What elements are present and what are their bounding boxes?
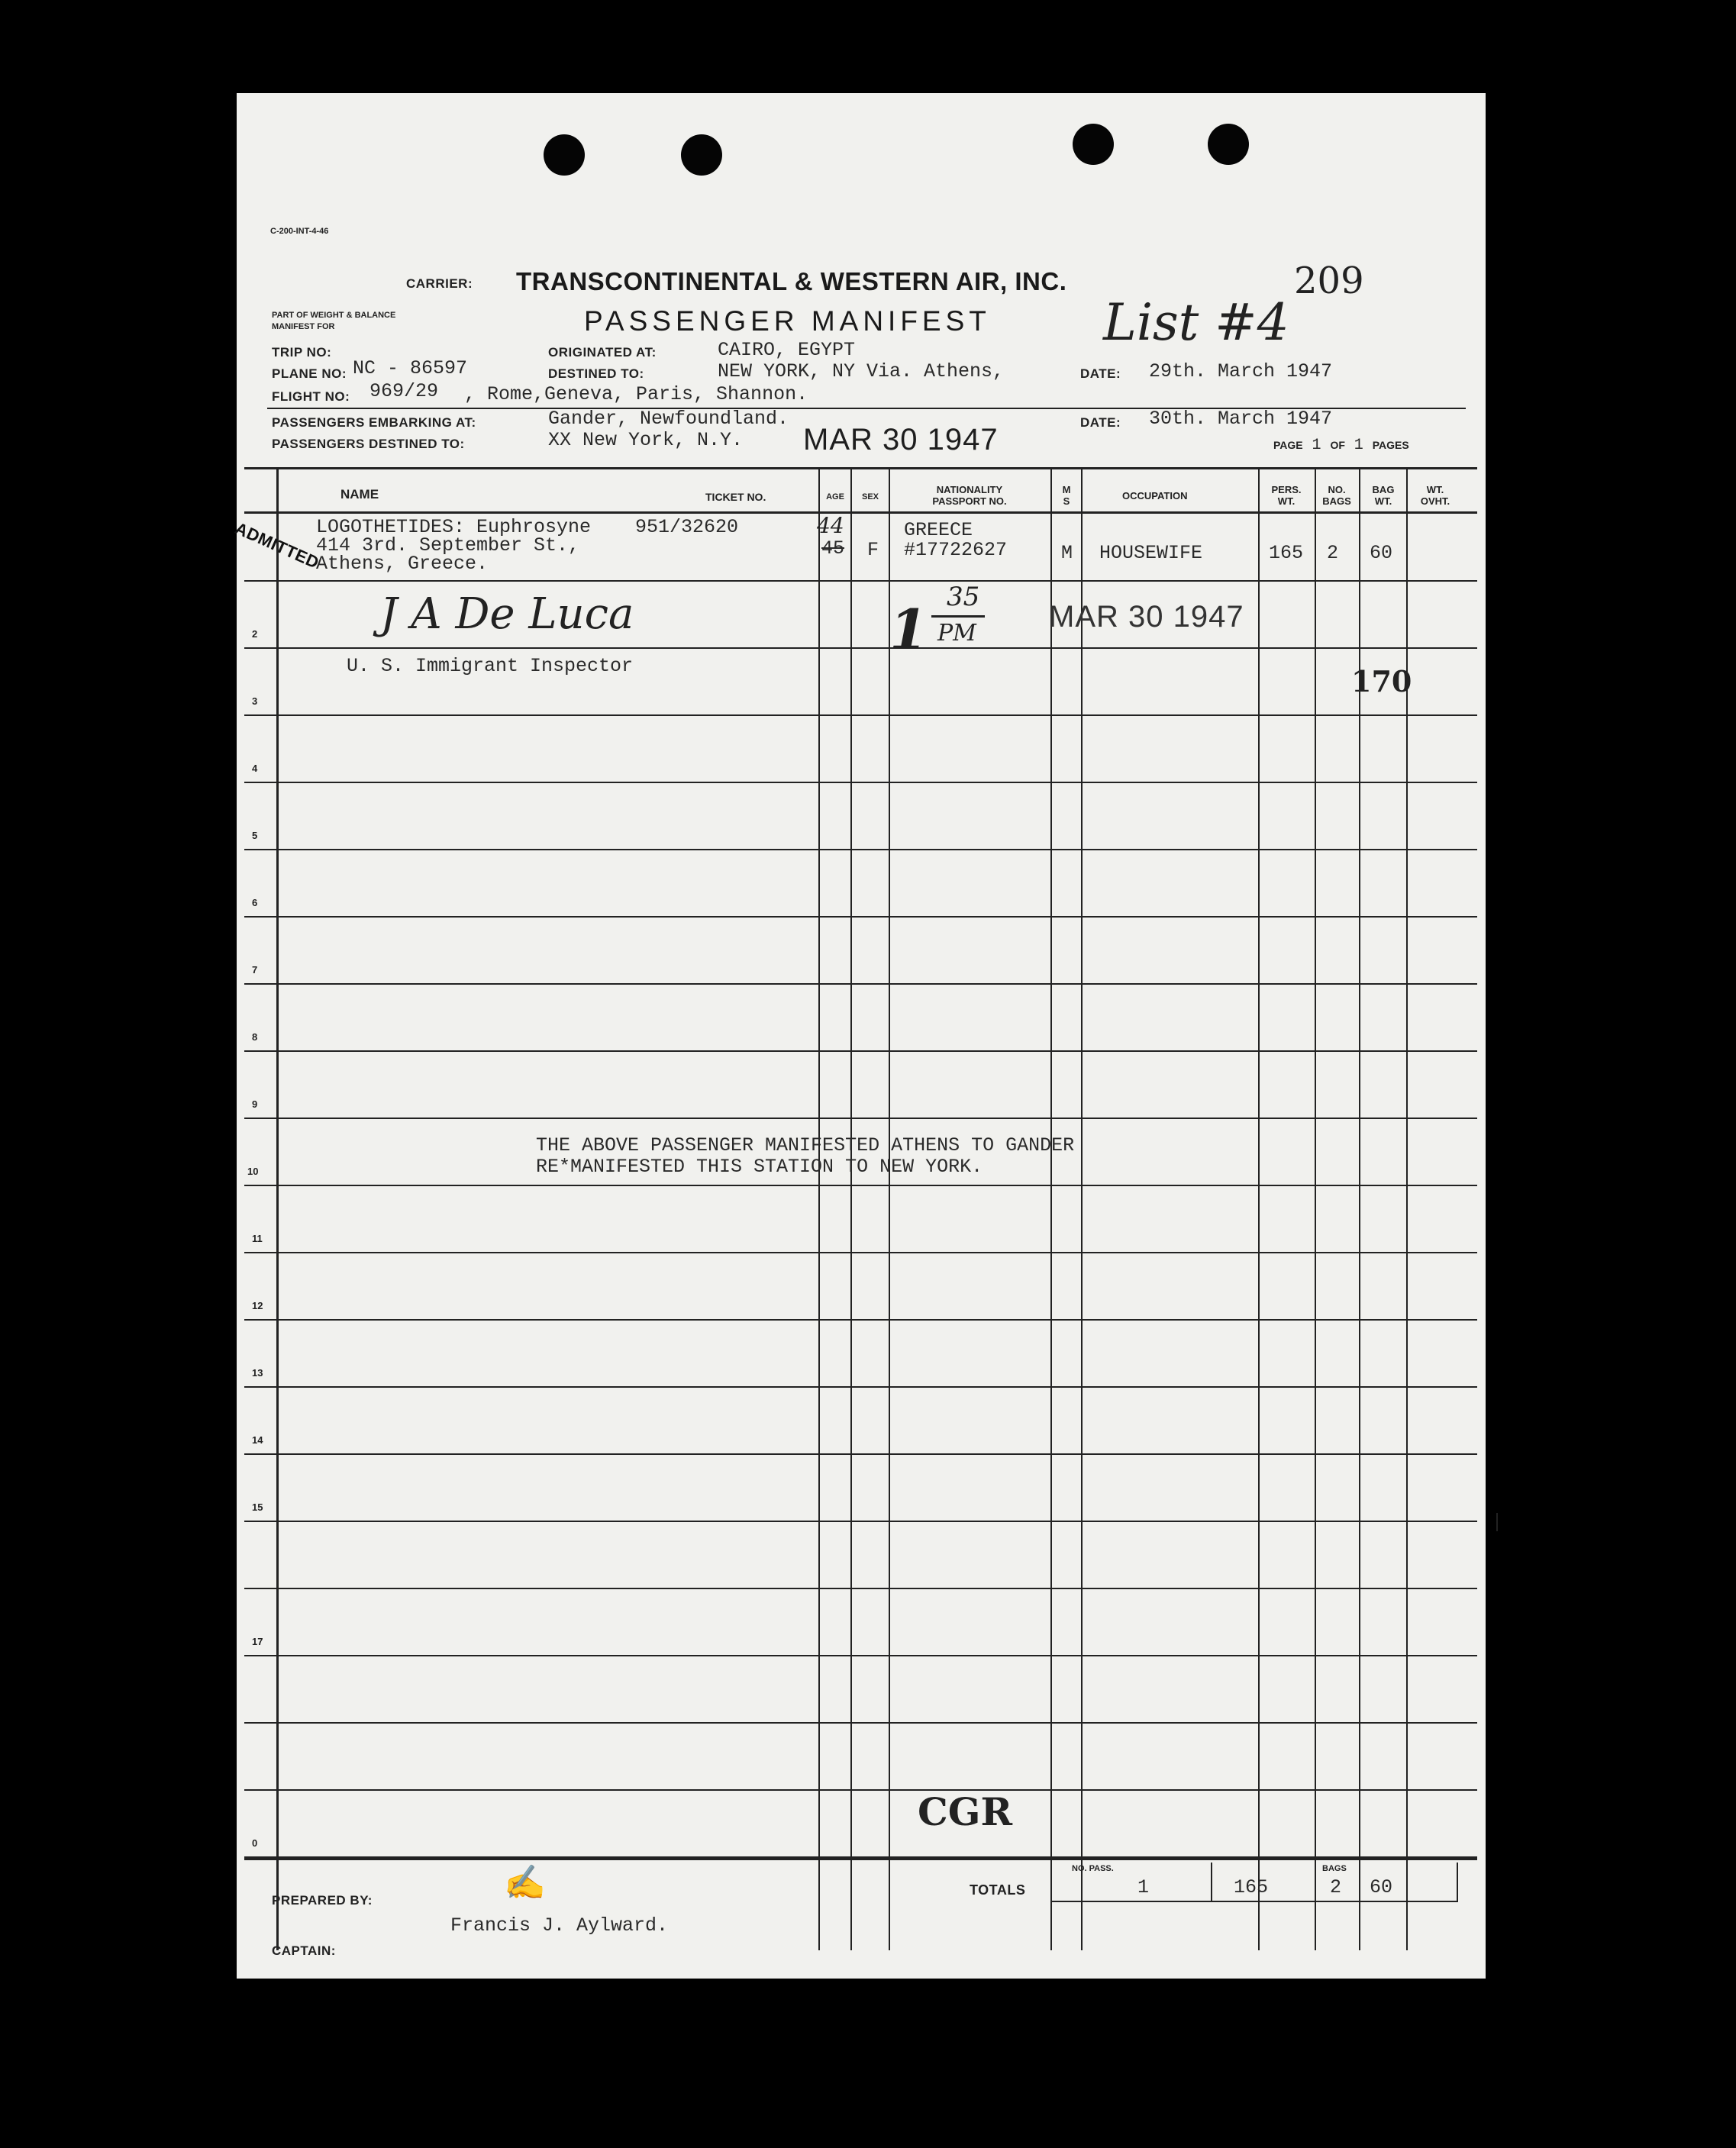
- passenger-passport: #17722627: [904, 539, 1008, 561]
- stamp-number: 209: [1294, 260, 1364, 302]
- row-number: 10: [247, 1166, 259, 1177]
- col-header-ticket: TICKET NO.: [705, 491, 766, 503]
- row-number: 12: [252, 1300, 263, 1311]
- passenger-ms: M: [1061, 542, 1073, 564]
- passenger-pers-wt: 165: [1269, 542, 1304, 564]
- row-line: [244, 782, 1477, 783]
- totals-divider: [1315, 1863, 1316, 1902]
- of-label: OF: [1330, 439, 1345, 451]
- row-line: [244, 714, 1477, 716]
- passenger-sex: F: [867, 539, 879, 561]
- passenger-bag-wt: 60: [1370, 542, 1393, 564]
- row-number: 6: [252, 897, 258, 908]
- row-number: 17: [252, 1636, 263, 1647]
- manifest-note-line-1: THE ABOVE PASSENGER MANIFESTED ATHENS TO GANDER: [536, 1134, 1075, 1156]
- page-title: PASSENGER MANIFEST: [584, 305, 991, 337]
- row-line: [244, 1521, 1477, 1522]
- column-line: [818, 467, 820, 1950]
- totals-divider: [1211, 1863, 1212, 1902]
- manifest-note-line-2: RE*MANIFESTED THIS STATION TO NEW YORK.: [536, 1156, 983, 1178]
- preparer-name: Francis J. Aylward.: [450, 1914, 669, 1937]
- column-line: [850, 467, 852, 1950]
- of-value: 1: [1354, 437, 1363, 454]
- right-edge-tick: [1496, 1513, 1498, 1531]
- passenger-address-2: Athens, Greece.: [316, 553, 489, 575]
- passenger-no-bags: 2: [1327, 542, 1339, 564]
- row-number: 14: [252, 1434, 263, 1446]
- initials: CGR: [918, 1789, 1013, 1834]
- time-mark-pm: PM: [937, 620, 976, 647]
- row-line: [244, 983, 1477, 985]
- row-line: [244, 916, 1477, 918]
- destined2-label: PASSENGERS DESTINED TO:: [272, 437, 465, 451]
- time-mark-hour: 1: [889, 597, 928, 662]
- row-number: 8: [252, 1031, 258, 1043]
- table-top-border: [244, 467, 1477, 469]
- plane-no-value: NC - 86597: [353, 357, 468, 379]
- date-value: 29th. March 1947: [1149, 360, 1333, 382]
- totals-label: TOTALS: [970, 1882, 1026, 1898]
- row-line: [244, 1789, 1477, 1791]
- manifest-page: [232, 93, 1486, 1979]
- col-header-ms: M S: [1062, 484, 1071, 507]
- part-of-label: PART OF WEIGHT & BALANCE: [272, 311, 396, 320]
- passenger-name: LOGOTHETIDES: Euphrosyne: [316, 516, 592, 538]
- row-line: [244, 647, 1477, 649]
- originated-value: CAIRO, EGYPT: [718, 339, 856, 361]
- row-line: [244, 1453, 1477, 1455]
- row-number: 11: [252, 1233, 263, 1244]
- page-label: [1273, 437, 1409, 454]
- pages-label: PAGES: [1372, 439, 1409, 451]
- row-line: [244, 1655, 1477, 1656]
- preparer-signature-icon: ✍: [504, 1863, 546, 1902]
- flight-no-label: FLIGHT NO:: [272, 389, 350, 404]
- list-mark: List #4: [1103, 293, 1289, 352]
- column-line: [1258, 467, 1260, 1950]
- margin-number: 170: [1351, 664, 1412, 698]
- embarking-value: Gander, Newfoundland.: [548, 408, 789, 430]
- originated-label: ORIGINATED AT:: [548, 345, 657, 360]
- page-label-text: PAGE: [1273, 439, 1303, 451]
- passenger-nationality: GREECE: [904, 519, 973, 541]
- passenger-occupation: HOUSEWIFE: [1099, 542, 1203, 564]
- row-number: 15: [252, 1501, 263, 1513]
- col-header-no-bags: NO. BAGS: [1322, 484, 1351, 507]
- footer-divider: [244, 1858, 1477, 1860]
- row-number: 13: [252, 1367, 263, 1379]
- row-number: 0: [252, 1837, 258, 1849]
- bag-wt-total: 60: [1370, 1876, 1393, 1898]
- punch-hole: [1073, 124, 1114, 165]
- punch-hole: [681, 134, 722, 176]
- row-line: [244, 1252, 1477, 1253]
- col-header-bag-wt: BAG WT.: [1372, 484, 1395, 507]
- no-pass-label: NO. PASS.: [1072, 1864, 1114, 1873]
- column-line: [1315, 467, 1316, 1950]
- column-line: [889, 467, 890, 1950]
- col-header-nationality: NATIONALITY PASSPORT NO.: [932, 484, 1007, 507]
- date-label: DATE:: [1080, 366, 1121, 381]
- row-line: [244, 1050, 1477, 1052]
- column-line: [1050, 467, 1052, 1950]
- passenger-age-struck: 45: [821, 537, 845, 560]
- row-line: [244, 580, 1477, 582]
- row-line: [244, 1118, 1477, 1119]
- bags-value: 2: [1330, 1876, 1342, 1898]
- prepared-by-label: PREPARED BY:: [272, 1893, 373, 1908]
- page-value: 1: [1312, 437, 1321, 454]
- route-value: , Rome,Geneva, Paris, Shannon.: [464, 383, 808, 405]
- row-number: 4: [252, 763, 258, 774]
- row-line: [244, 1722, 1477, 1724]
- date-stamp: MAR 30 1947: [803, 423, 999, 456]
- plane-no-label: PLANE NO:: [272, 366, 347, 381]
- destined-value: NEW YORK, NY Via. Athens,: [718, 360, 1005, 382]
- passenger-address-1: 414 3rd. September St.,: [316, 534, 580, 556]
- inspector-signature: J A De Luca: [380, 589, 634, 639]
- pers-wt-total: 165: [1234, 1876, 1269, 1898]
- row-number: 7: [252, 964, 258, 976]
- date2-value: 30th. March 1947: [1149, 408, 1333, 430]
- punch-hole: [1208, 124, 1249, 165]
- col-header-wt-ovht: WT. OVHT.: [1420, 484, 1450, 507]
- punch-hole: [544, 134, 585, 176]
- admitted-stamp: ADMITTED: [232, 518, 322, 572]
- row-line: [244, 1588, 1477, 1589]
- destined2-value: XX New York, N.Y.: [548, 429, 744, 451]
- embarking-label: PASSENGERS EMBARKING AT:: [272, 415, 476, 430]
- row-line: [244, 1386, 1477, 1388]
- carrier-name: TRANSCONTINENTAL & WESTERN AIR, INC.: [516, 267, 1067, 295]
- col-header-occupation: OCCUPATION: [1122, 490, 1188, 502]
- row-line: [244, 1185, 1477, 1186]
- col-header-sex: SEX: [861, 492, 879, 502]
- no-pass-value: 1: [1137, 1876, 1150, 1898]
- column-line: [276, 467, 279, 1950]
- time-mark-min: 35: [947, 582, 980, 612]
- captain-label: CAPTAIN:: [272, 1943, 336, 1958]
- row-number: 3: [252, 695, 258, 707]
- manifest-for-label: MANIFEST FOR: [272, 322, 335, 331]
- col-header-name: NAME: [340, 487, 379, 502]
- flight-no-value: 969/29: [369, 380, 439, 402]
- time-mark-bar: [931, 615, 985, 618]
- carrier-label: CARRIER:: [406, 276, 473, 291]
- form-code: C-200-INT-4-46: [270, 227, 329, 236]
- destined-label: DESTINED TO:: [548, 366, 644, 381]
- bags-label: BAGS: [1322, 1864, 1347, 1873]
- row-line: [244, 1319, 1477, 1321]
- row-number: 9: [252, 1098, 258, 1110]
- row-number: 2: [252, 628, 258, 640]
- column-line: [1081, 467, 1083, 1950]
- row-line: [244, 849, 1477, 850]
- col-header-pers-wt: PERS. WT.: [1271, 484, 1302, 507]
- column-header-divider: [244, 511, 1477, 514]
- row-number: 5: [252, 830, 258, 841]
- col-header-age: AGE: [826, 492, 844, 502]
- date-stamp-2: MAR 30 1947: [1049, 600, 1244, 634]
- passenger-age: 44: [817, 513, 844, 538]
- inspector-title: U. S. Immigrant Inspector: [347, 655, 634, 677]
- date2-label: DATE:: [1080, 415, 1121, 430]
- totals-divider: [1359, 1863, 1360, 1902]
- passenger-ticket: 951/32620: [635, 516, 739, 538]
- trip-no-label: TRIP NO:: [272, 345, 332, 360]
